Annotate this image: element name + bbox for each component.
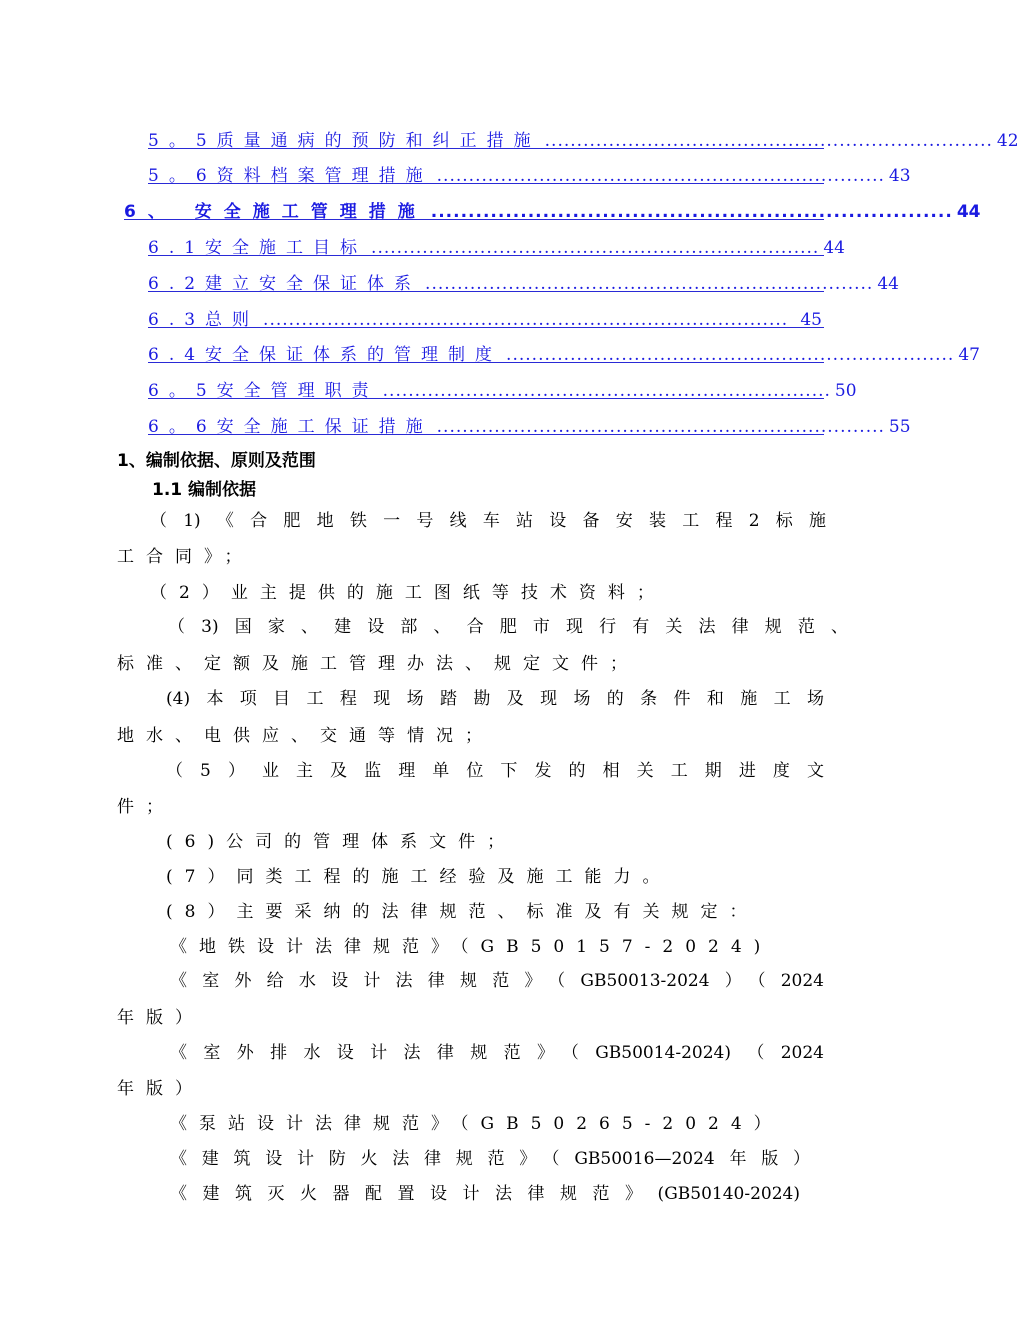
toc-entry-text: 6.1安全施工目标 (148, 238, 368, 258)
toc-leader-dots: ...................................................................... (436, 166, 885, 186)
basis-item-5-line1: （5）业主及监理单位下发的相关工期进度文 (166, 761, 824, 781)
toc-page-number: 45 (800, 310, 822, 330)
toc-page-number: 44 (956, 202, 981, 222)
toc-entry-6-5[interactable] (148, 376, 857, 401)
basis-item-5-line2: 件； (117, 797, 175, 817)
standard-item-6: 《建筑灭火器配置设计法律规范》(GB50140-2024) (170, 1184, 800, 1204)
basis-item-2: （2）业主提供的施工图纸等技术资料； (150, 583, 666, 603)
toc-leader-dots: ...................................................................... (430, 202, 953, 222)
toc-entry-text: 6。6安全施工保证措施 (148, 417, 433, 437)
toc-page-number: 44 (823, 238, 845, 258)
standard-item-5: 《建筑设计防火法律规范》（GB50016—2024年版） (170, 1149, 810, 1169)
toc-page-number: 42 (996, 131, 1019, 151)
toc-leader-dots: ...................................................................... (382, 381, 831, 401)
toc-entry-text: 5。5质量通病的预防和纠正措施 (148, 131, 541, 151)
basis-item-7: (7）同类工程的施工经验及施工能力。 (166, 867, 672, 887)
toc-entry-5-6[interactable] (148, 161, 911, 186)
standard-item-2-line2: 年版） (117, 1008, 204, 1028)
toc-page-number: 43 (888, 166, 911, 186)
toc-entry-text: 6.3总则 (148, 310, 260, 330)
toc-entry-6-1[interactable] (148, 233, 845, 258)
toc-entry-text: 5。6资料档案管理措施 (148, 166, 433, 186)
standard-item-3-line2: 年版） (117, 1079, 204, 1099)
toc-entry-5-5[interactable] (148, 126, 1019, 151)
toc-entry-6-3[interactable] (148, 305, 824, 328)
subsection-heading: 1.1 编制依据 (152, 480, 257, 500)
toc-leader-dots: ...................................................................... (544, 131, 993, 151)
standard-item-2-line1: 《室外给水设计法律规范》（GB50013-2024）（2024 (170, 971, 824, 991)
toc-leader-dots: ...................................................................... (425, 274, 874, 294)
basis-item-1-line1: （1)《合肥地铁一号线车站设备安装工程2标施 (150, 511, 826, 531)
standard-item-3-line1: 《室外排水设计法律规范》（GB50014-2024)（2024 (170, 1043, 824, 1063)
toc-entry-6-6[interactable] (148, 412, 911, 437)
toc-page-number: 55 (888, 417, 911, 437)
toc-entry-text: 6.2建立安全保证体系 (148, 274, 422, 294)
standard-item-1: 《地铁设计法律规范》（GB50157-2024) (170, 937, 773, 957)
toc-entry-text: 6、 安全施工管理措施 (124, 202, 427, 222)
toc-page-number: 50 (834, 381, 857, 401)
toc-leader-dots: ...................................................................... (371, 238, 820, 258)
toc-leader-dots: ...................................................................... (506, 345, 955, 365)
toc-page-number: 44 (877, 274, 899, 294)
basis-item-3-line1: （3)国家、建设部、合肥市现行有关法律规范、 (168, 617, 848, 637)
section-heading: 1、编制依据、原则及范围 (117, 451, 316, 471)
toc-entry-text: 6。5安全管理职责 (148, 381, 379, 401)
basis-item-4-line1: (4)本项目工程现场踏勘及现场的条件和施工场 (166, 689, 824, 709)
toc-entry-6[interactable] (124, 197, 981, 222)
basis-item-4-line2: 地水、电供应、交通等情况； (117, 726, 494, 746)
basis-item-6: (6)公司的管理体系文件； (166, 832, 517, 852)
basis-item-3-line2: 标准、定额及施工管理办法、规定文件； (117, 654, 639, 674)
basis-item-8: (8）主要采纳的法律规范、标准及有关规定： (166, 902, 759, 922)
toc-leader-dots: ...................................................................... (436, 417, 885, 437)
basis-item-1-line2: 工合同》； (117, 547, 254, 567)
toc-entry-6-4[interactable] (148, 340, 980, 365)
standard-item-4: 《泵站设计法律规范》（GB50265-2024） (170, 1114, 783, 1134)
toc-entry-text: 6.4安全保证体系的管理制度 (148, 345, 503, 365)
toc-page-number: 47 (958, 345, 980, 365)
toc-entry-6-2[interactable] (148, 269, 899, 294)
toc-leader-dots: .................................................................................. (263, 310, 789, 330)
